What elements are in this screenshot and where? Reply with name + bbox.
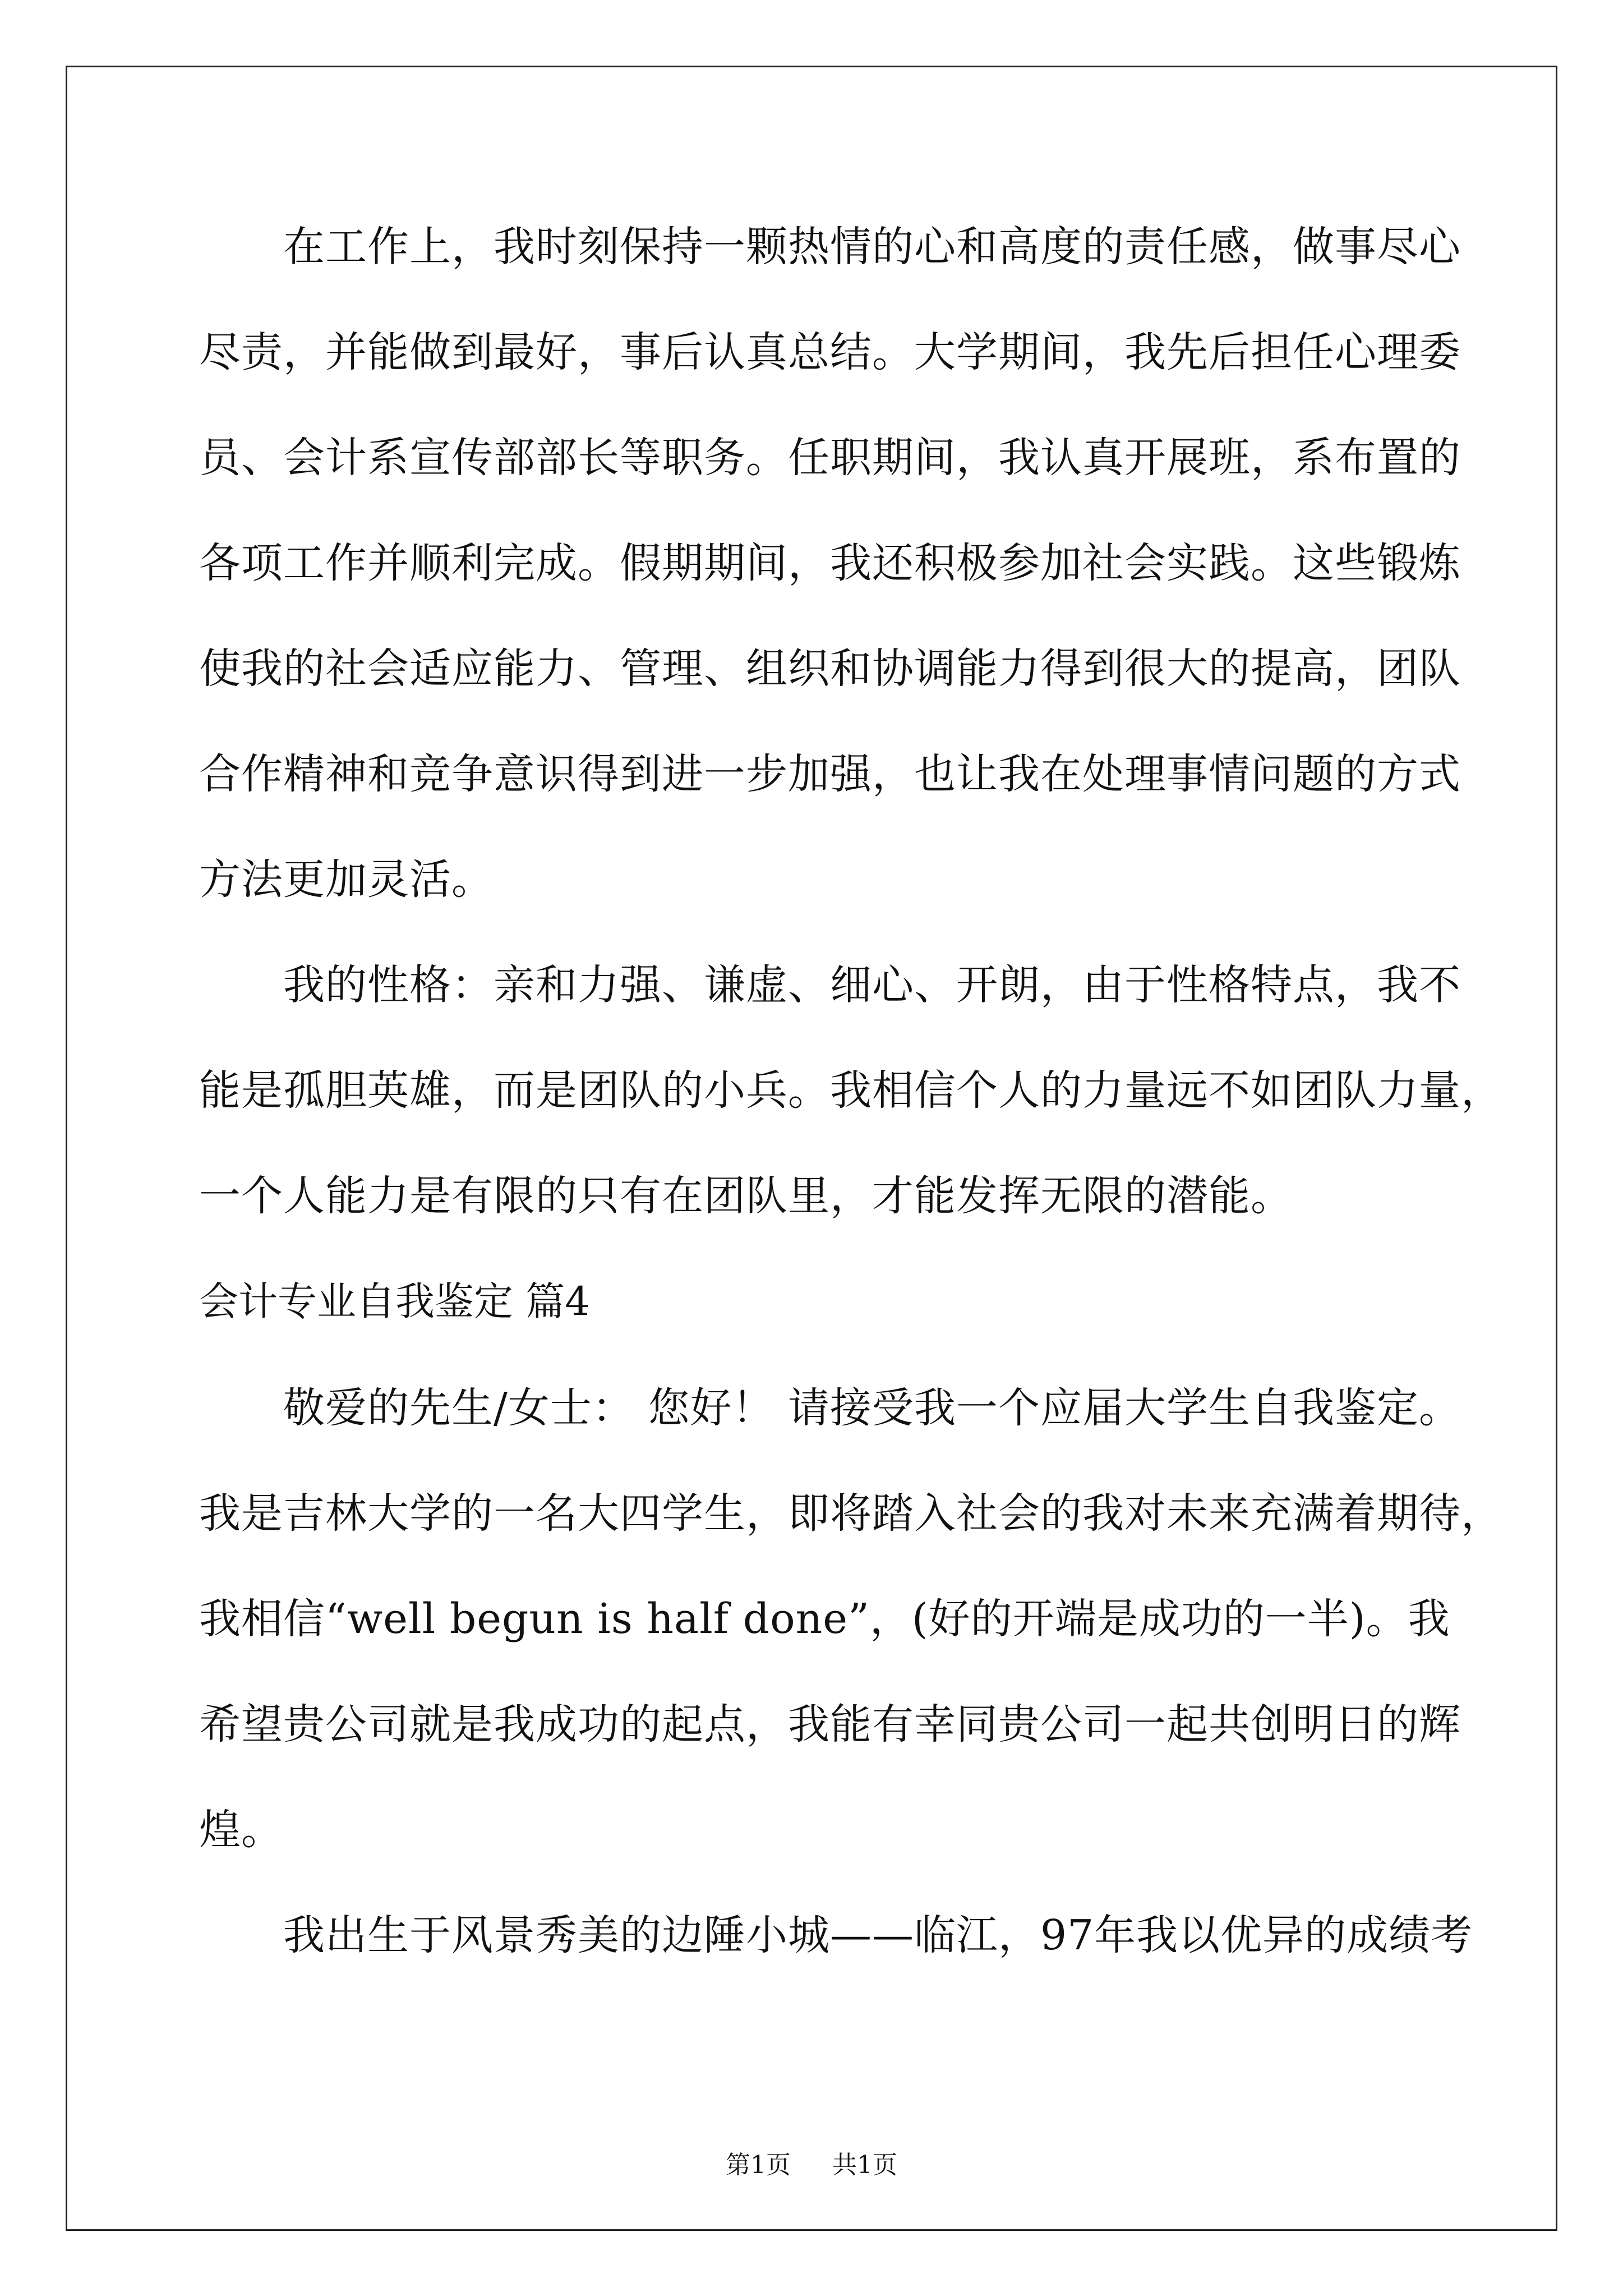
paragraph-line: 方法更加灵活。 bbox=[199, 855, 494, 904]
paragraph-line: 合作精神和竞争意识得到进一步加强，也让我在处理事情问题的方式 bbox=[199, 750, 1461, 798]
paragraph-line: 我出生于风景秀美的边陲小城——临江，97年我以优异的成绩考 bbox=[283, 1911, 1473, 1959]
page-total: 共1页 bbox=[832, 2151, 897, 2179]
paragraph-line: 一个人能力是有限的只有在团队里，才能发挥无限的潜能。 bbox=[199, 1172, 1293, 1220]
section-heading: 会计专业自我鉴定 篇4 bbox=[199, 1278, 590, 1324]
paragraph-line: 敬爱的先生/女士： 您好！ 请接受我一个应届大学生自我鉴定。 bbox=[283, 1384, 1461, 1432]
paragraph-line: 煌。 bbox=[199, 1806, 283, 1854]
document-body bbox=[199, 222, 1503, 2016]
page-current: 第1页 bbox=[726, 2151, 791, 2179]
paragraph-line: 希望贵公司就是我成功的起点，我能有幸同贵公司一起共创明日的辉 bbox=[199, 1700, 1461, 1749]
paragraph-line: 我相信“well begun is half done”，(好的开端是成功的一半)。我 bbox=[199, 1595, 1450, 1643]
paragraph-line: 尽责，并能做到最好，事后认真总结。大学期间，我先后担任心理委 bbox=[199, 328, 1461, 376]
paragraph-line: 员、会计系宣传部部长等职务。任职期间，我认真开展班，系布置的 bbox=[199, 434, 1461, 482]
paragraph-line: 使我的社会适应能力、管理、组织和协调能力得到很大的提高，团队 bbox=[199, 645, 1461, 693]
paragraph-line: 各项工作并顺利完成。假期期间，我还积极参加社会实践。这些锻炼 bbox=[199, 539, 1461, 587]
paragraph-line: 我的性格：亲和力强、谦虚、细心、开朗，由于性格特点，我不 bbox=[283, 961, 1461, 1009]
paragraph-line: 能是孤胆英雄，而是团队的小兵。我相信个人的力量远不如团队力量， bbox=[199, 1066, 1503, 1115]
paragraph-line: 我是吉林大学的一名大四学生，即将踏入社会的我对未来充满着期待， bbox=[199, 1489, 1503, 1538]
paragraph-line: 在工作上，我时刻保持一颗热情的心和高度的责任感，做事尽心 bbox=[283, 223, 1461, 271]
page-footer bbox=[0, 2148, 1623, 2182]
